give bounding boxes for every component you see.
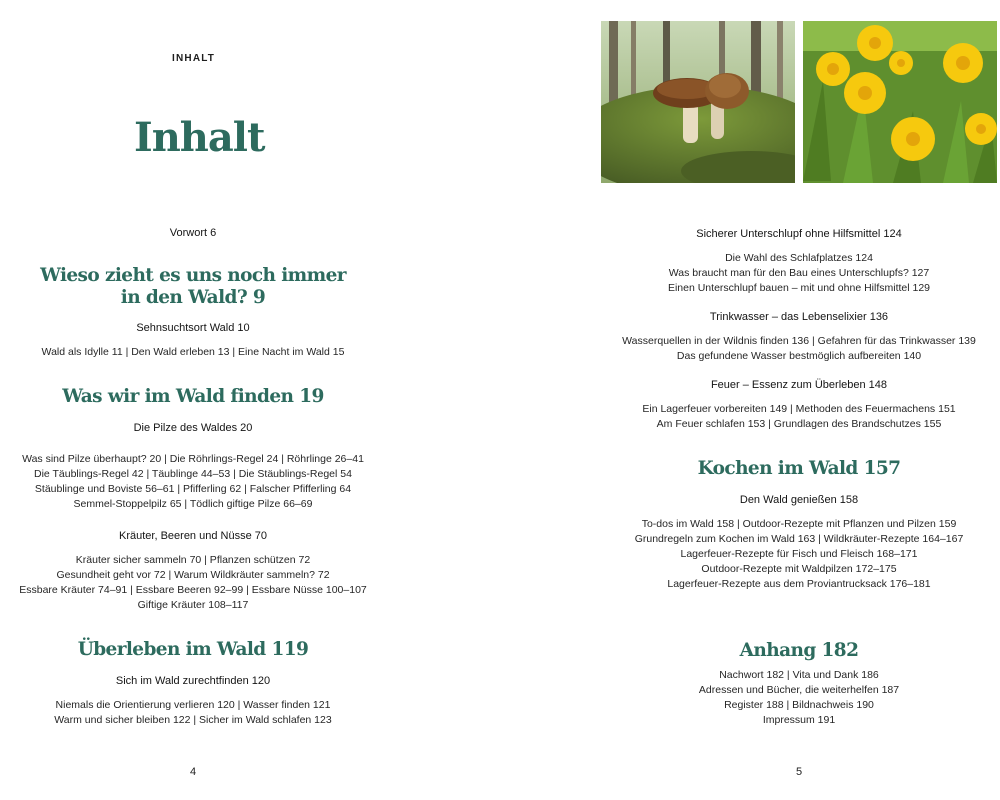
toc-subheading: Kräuter, Beeren und Nüsse 70: [119, 530, 267, 542]
toc-entry-line: Einen Unterschlupf bauen – mit und ohne Hilfsmittel 129: [667, 282, 931, 294]
section-title-3: Überleben im Wald 119: [77, 639, 309, 660]
toc-subheading: Trinkwasser – das Lebenselixier 136: [709, 311, 889, 323]
section-title-4: Kochen im Wald 157: [697, 458, 901, 479]
toc-entry-line: Die Täublings-Regel 42 | Täublinge 44–53 | Die Stäublings-Regel 54: [34, 468, 352, 480]
toc-subheading: Sich im Wald zurechtfinden 120: [115, 675, 271, 687]
section-title-5: Anhang 182: [739, 640, 859, 661]
toc-entry-line: Nachwort 182 | Vita und Dank 186: [719, 669, 879, 681]
toc-subheading: Feuer – Essenz zum Überleben 148: [710, 379, 888, 391]
toc-entry-line: Stäublinge und Boviste 56–61 | Pfifferling 62 | Falscher Pfifferling 64: [34, 483, 352, 495]
toc-entry-line: Wasserquellen in der Wildnis finden 136 | Gefahren für das Trinkwasser 139: [622, 335, 976, 347]
toc-subheading: Sicherer Unterschlupf ohne Hilfsmittel 124: [696, 228, 902, 240]
toc-entry-line: Semmel-Stoppelpilz 65 | Tödlich giftige Pilze 66–69: [73, 498, 313, 510]
toc-subheading: Den Wald genießen 158: [739, 494, 859, 506]
toc-entry-line: Das gefundene Wasser bestmöglich aufbereiten 140: [676, 350, 922, 362]
toc-entry-line: Gesundheit geht vor 72 | Warum Wildkräuter sammeln? 72: [56, 569, 330, 581]
right-page: [598, 0, 1000, 800]
toc-entry-line: Was sind Pilze überhaupt? 20 | Die Röhrlings-Regel 24 | Röhrlinge 26–41: [22, 453, 364, 465]
section-title-2: Was wir im Wald finden 19: [62, 386, 324, 407]
section-title-1a: Wieso zieht es uns noch immer: [40, 265, 346, 286]
page-number: 5: [795, 766, 803, 778]
toc-entry-line: Register 188 | Bildnachweis 190: [724, 699, 874, 711]
toc-entry-line: Wald als Idylle 11 | Den Wald erleben 13 | Eine Nacht im Wald 15: [41, 346, 345, 358]
toc-entry-line: Niemals die Orientierung verlieren 120 | Wasser finden 121: [55, 699, 331, 711]
toc-entry-line: Lagerfeuer-Rezepte für Fisch und Fleisch 168–171: [680, 548, 918, 560]
toc-entry-foreword: Vorwort 6: [169, 227, 217, 239]
toc-entry-line: To-dos im Wald 158 | Outdoor-Rezepte mit Pflanzen und Pilzen 159: [641, 518, 957, 530]
dandelion-photo: [803, 21, 997, 183]
toc-entry-line: Adressen und Bücher, die weiterhelfen 187: [698, 684, 900, 696]
toc-entry-line: Was braucht man für den Bau eines Unterschlupfs? 127: [668, 267, 930, 279]
mushroom-photo: [601, 21, 795, 183]
running-head: INHALT: [172, 53, 216, 64]
toc-entry-line: Grundregeln zum Kochen im Wald 163 | Wildkräuter-Rezepte 164–167: [634, 533, 964, 545]
toc-entry-line: Giftige Kräuter 108–117: [137, 599, 249, 611]
page-title: Inhalt: [134, 114, 265, 161]
toc-subheading: Die Pilze des Waldes 20: [133, 422, 253, 434]
toc-entry-line: Essbare Kräuter 74–91 | Essbare Beeren 92–99 | Essbare Nüsse 100–107: [19, 584, 367, 596]
toc-entry-line: Lagerfeuer-Rezepte aus dem Proviantrucksack 176–181: [667, 578, 931, 590]
toc-entry-line: Die Wahl des Schlafplatzes 124: [725, 252, 873, 264]
toc-entry-line: Ein Lagerfeuer vorbereiten 149 | Methoden des Feuermachens 151: [642, 403, 956, 415]
toc-entry-line: Kräuter sicher sammeln 70 | Pflanzen schützen 72: [75, 554, 311, 566]
toc-entry-line: Warm und sicher bleiben 122 | Sicher im Wald schlafen 123: [54, 714, 332, 726]
toc-subheading: Sehnsuchtsort Wald 10: [136, 322, 250, 334]
page-number: 4: [189, 766, 197, 778]
toc-entry-line: Impressum 191: [762, 714, 836, 726]
section-title-1b: in den Wald? 9: [120, 287, 266, 308]
toc-entry-line: Am Feuer schlafen 153 | Grundlagen des Brandschutzes 155: [656, 418, 942, 430]
toc-entry-line: Outdoor-Rezepte mit Waldpilzen 172–175: [701, 563, 897, 575]
left-page: [0, 0, 386, 800]
